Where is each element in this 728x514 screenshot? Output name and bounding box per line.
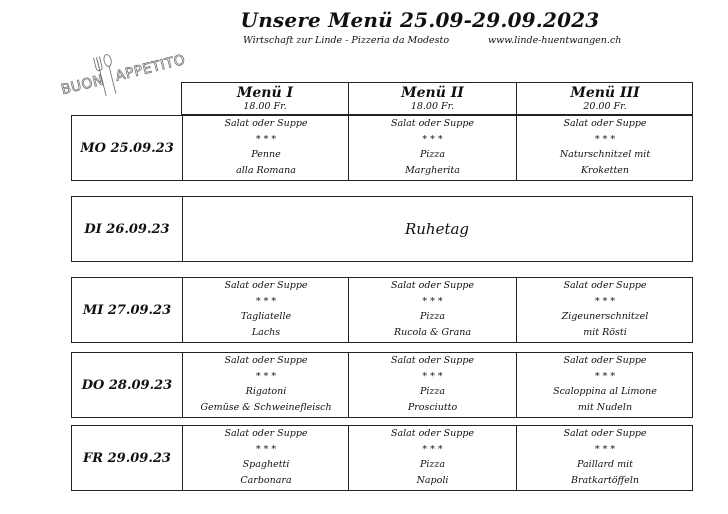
svg-text:BUON: BUON xyxy=(59,72,106,98)
menu-text: mit Rösti xyxy=(583,326,627,338)
website-link[interactable]: www.linde-huentwangen.ch xyxy=(488,35,622,46)
menu-text: Rigatoni xyxy=(245,386,287,398)
menu-header-row xyxy=(181,82,693,115)
menu-text: Kroketten xyxy=(580,164,630,176)
menu-text: Spaghetti xyxy=(242,459,290,471)
menu-text: Pizza xyxy=(419,149,446,161)
menu-price: 18.00 Fr. xyxy=(243,100,287,112)
menu-header-2 xyxy=(349,83,516,114)
menu-text: Bratkartöffeln xyxy=(570,474,639,486)
menu-text: * * * xyxy=(422,295,443,307)
buon-appetito-logo xyxy=(52,28,202,98)
menu-text: Paillard mit xyxy=(577,459,633,471)
menu-price: 18.00 Fr. xyxy=(410,100,455,112)
menu-cell xyxy=(517,278,693,342)
day-row-tuesday xyxy=(71,196,693,262)
menu-text: Naturschnitzel mit xyxy=(559,149,651,161)
menu-price: 20.00 Fr. xyxy=(583,100,627,112)
menu-text: Carbonara xyxy=(240,474,292,486)
menu-text: Gemüse & Schweinefleisch xyxy=(200,401,332,413)
menu-cell xyxy=(517,426,693,490)
menu-cell xyxy=(349,426,516,490)
menu-text: Salat oder Suppe xyxy=(390,280,475,291)
day-label: DO 28.09.23 xyxy=(81,377,173,393)
menu-text: * * * xyxy=(594,370,616,382)
menu-name: Menü II xyxy=(401,84,464,101)
day-label: MO 25.09.23 xyxy=(80,140,174,156)
menu-text: Salat oder Suppe xyxy=(563,355,647,366)
svg-text:APPETITO: APPETITO xyxy=(113,51,188,85)
menu-text: Salat oder Suppe xyxy=(224,118,308,129)
menu-text: * * * xyxy=(594,443,616,455)
menu-text: Pizza xyxy=(419,459,446,471)
page-title: Unsere Menü 25.09-29.09.2023 xyxy=(240,8,600,32)
menu-text: Penne xyxy=(251,149,281,161)
menu-cell xyxy=(517,353,693,417)
menu-cell xyxy=(349,353,516,417)
menu-text: alla Romana xyxy=(236,164,296,176)
day-label: FR 29.09.23 xyxy=(83,450,171,466)
menu-text: Scaloppina al Limone xyxy=(553,386,657,398)
day-label: MI 27.09.23 xyxy=(82,302,172,318)
menu-text: Salat oder Suppe xyxy=(563,118,647,129)
menu-text: * * * xyxy=(255,295,277,307)
menu-text: Rucola & Grana xyxy=(393,326,472,338)
menu-text: Pizza xyxy=(419,311,446,323)
menu-cell xyxy=(183,426,349,490)
menu-text: * * * xyxy=(422,443,443,455)
menu-text: Tagliatelle xyxy=(240,311,292,323)
menu-cell xyxy=(517,116,693,180)
menu-text: * * * xyxy=(594,133,616,145)
menu-text: * * * xyxy=(594,295,616,307)
menu-text: Salat oder Suppe xyxy=(390,355,475,366)
menu-name: Menü I xyxy=(236,84,294,101)
menu-text: mit Nudeln xyxy=(577,401,633,413)
day-row-monday xyxy=(71,115,693,181)
menu-header-3 xyxy=(517,83,693,114)
menu-text: Salat oder Suppe xyxy=(390,428,475,439)
day-row-thursday xyxy=(71,352,693,418)
menu-text: Salat oder Suppe xyxy=(224,355,308,366)
restaurant-name: Wirtschaft zur Linde - Pizzeria da Modesto xyxy=(243,35,450,46)
menu-text: * * * xyxy=(255,133,277,145)
menu-text: Zigeunerschnitzel xyxy=(561,311,649,323)
menu-text: Salat oder Suppe xyxy=(563,280,647,291)
menu-text: * * * xyxy=(255,370,277,382)
menu-cell xyxy=(349,116,516,180)
menu-text: Salat oder Suppe xyxy=(224,428,308,439)
menu-cell xyxy=(349,278,516,342)
day-label: DI 26.09.23 xyxy=(84,221,170,237)
day-row-friday xyxy=(71,425,693,491)
menu-text: Margherita xyxy=(405,164,460,176)
menu-text: Salat oder Suppe xyxy=(224,280,308,291)
menu-header-1 xyxy=(182,83,348,114)
menu-cell xyxy=(183,353,349,417)
menu-cell xyxy=(183,278,349,342)
menu-text: Prosciutto xyxy=(407,401,458,413)
menu-text: Pizza xyxy=(419,386,446,398)
menu-text: * * * xyxy=(422,370,443,382)
menu-text: * * * xyxy=(422,133,443,145)
menu-text: Napoli xyxy=(416,474,449,486)
menu-text: Salat oder Suppe xyxy=(563,428,647,439)
menu-cell xyxy=(183,116,349,180)
closed-notice: Ruhetag xyxy=(404,220,470,238)
menu-text: Salat oder Suppe xyxy=(390,118,475,129)
menu-name: Menü III xyxy=(570,84,640,101)
day-row-wednesday xyxy=(71,277,693,343)
menu-text: Lachs xyxy=(251,326,281,338)
menu-text: * * * xyxy=(255,443,277,455)
